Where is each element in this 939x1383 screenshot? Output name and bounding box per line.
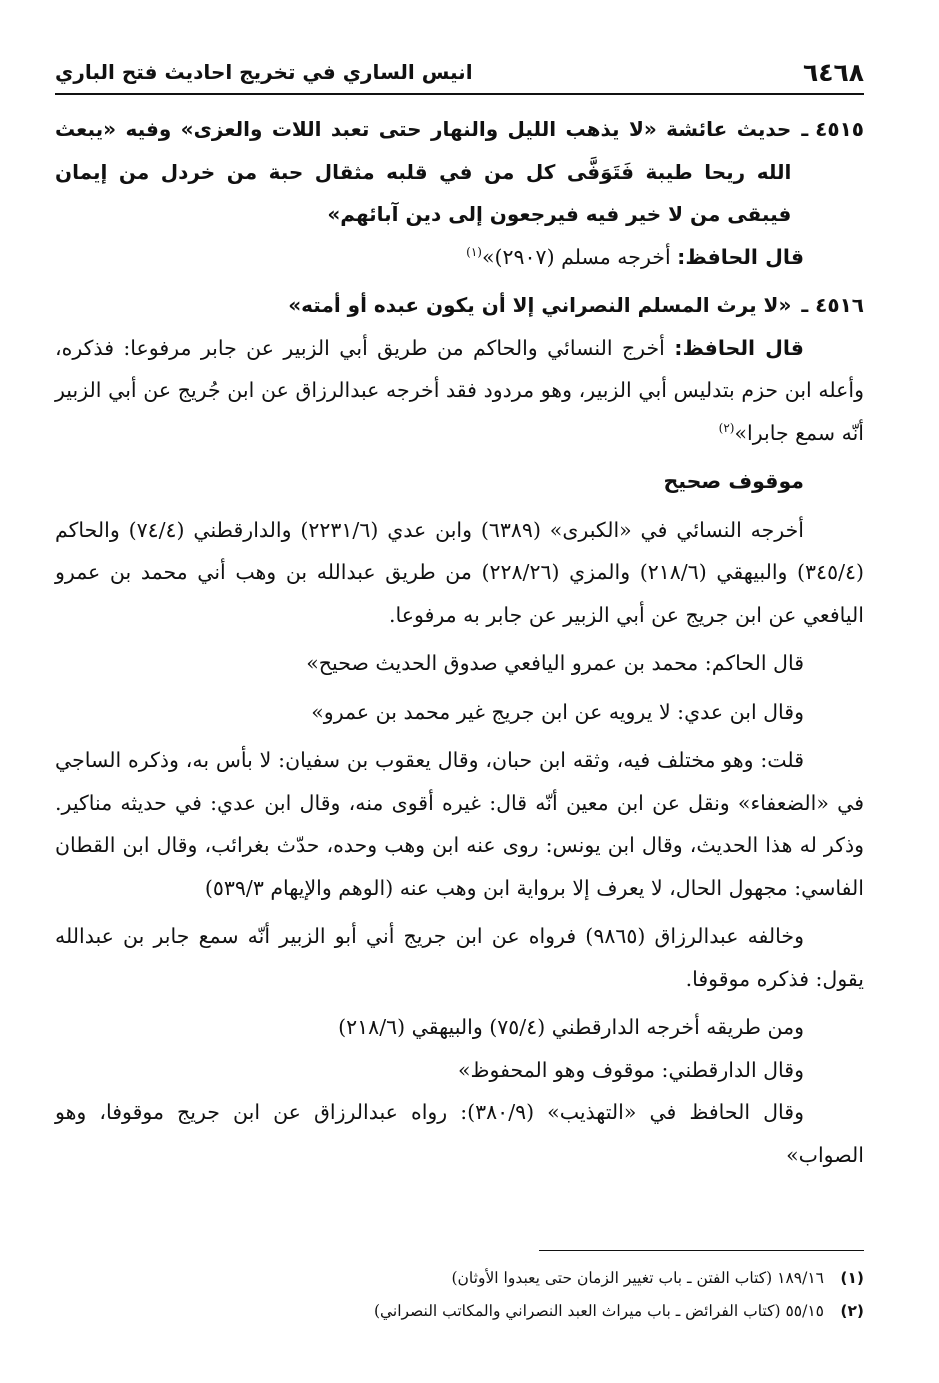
footnote-text: ٥٥/١٥ (كتاب الفرائض ـ باب ميراث العبد النصراني والمكاتب النصراني) [373,1302,824,1320]
hafiz-text: أخرجه مسلم (٢٩٠٧)» [481,244,671,269]
footnote-2 [55,1295,864,1328]
hadith-entry-4515 [55,108,864,236]
abdulrazzaq-paragraph: وخالفه عبدالرزاق (٩٨٦٥) فرواه عن ابن جريج أني أبو الزبير أنّه سمع جابر بن عبدالله يقول: فذكره موقوفا. [55,924,864,991]
grading-heading: موقوف صحيح [663,469,804,493]
hadith-text: «لا يرث المسلم النصراني إلا أن يكون عبده أو أمته» [288,293,792,317]
header-rule [55,93,864,95]
footnote-text: ١٨٩/١٦ (كتاب الفتن ـ باب تغيير الزمان حتى يعبدوا الأوثان) [451,1269,824,1287]
hadith-text: حديث عائشة «لا يذهب الليل والنهار حتى تعبد اللات والعزى» وفيه «يبعث الله ريحا طيبة فَتَوَفَّى كل من في قلبه مثقال حبة من خردل من إيمان فيبقى من لا خير فيه فيرجعون إلى دين آبائهم» [55,117,792,226]
ibn-adi-quote: وقال ابن عدي: لا يرويه عن ابن جريج غير محمد بن عمرو» [311,699,804,724]
page-header [55,52,864,92]
hadith-number: ٤٥١٦ ـ [801,293,864,317]
takhrij-paragraph: أخرجه النسائي في «الكبرى» (٦٣٨٩) وابن عدي (٢٢٣١/٦) والدارقطني (٧٤/٤) والحاكم (٣٤٥/٤) والبيهقي (٢١٨/٦) والمزي (٢٢٨/٢٦) من طريق عبدالله بن وهب أني محمد بن عمرو اليافعي عن ابن جريج عن أبي الزبير عن جابر به مرفوعا. [55,517,864,627]
daraqutni-quote: وقال الدارقطني: موقوف وهو المحفوظ» [458,1057,804,1082]
running-title: انيس الساري في تخريج احاديث فتح الباري [55,60,473,84]
hakim-quote: قال الحاكم: محمد بن عمرو اليافعي صدوق الحديث صحيح» [306,651,804,675]
daraqutni-source: ومن طريقه أخرجه الدارقطني (٧٥/٤) والبيهقي (٢١٨/٦) [338,1015,804,1039]
hafiz-verdict-4516 [55,327,864,455]
footnote-ref-1: (١) [466,244,482,259]
main-text [55,108,864,1176]
footnotes [55,1262,864,1328]
page-number: ٦٤٦٨ [802,57,864,87]
hafiz-verdict-4515 [55,236,864,279]
commentary-paragraph: قلت: وهو مختلف فيه، وثقه ابن حبان، وقال يعقوب بن سفيان: لا بأس به، وذكره الساجي في «الضعفاء» ونقل عن ابن معين أنّه قال: غيره أقوى منه، وقال ابن عدي: في حديثه مناكير. وذكر له هذا الحديث، وقال ابن يونس: روى عنه ابن وهب وحده، حدّث بغرائب، وقال ابن القطان الفاسي: مجهول الحال، لا يعرف إلا برواية ابن وهب عنه (الوهم والإيهام ٥٣٩/٣) [55,748,864,900]
hafiz-text: أخرج النسائي والحاكم من طريق أبي الزبير عن جابر مرفوعا: فذكره، وأعله ابن حزم بتدليس أبي الزبير، وهو مردود فقد أخرجه عبدالرزاق عن ابن جُريج عن أبي الزبير أنّه سمع جابرا» [55,335,864,445]
tahdhib-quote: وقال الحافظ في «التهذيب» (٣٨٠/٩): رواه عبدالرزاق عن ابن جريج موقوفا، وهو الصواب» [55,1100,864,1167]
footnote-rule [539,1250,864,1251]
footnote-marker: (٢) [840,1302,864,1320]
footnote-marker: (١) [840,1269,864,1287]
footnote-1 [55,1262,864,1295]
hadith-number: ٤٥١٥ ـ [801,117,864,141]
hadith-entry-4516 [55,284,864,327]
hafiz-label: قال الحافظ: [677,244,804,269]
footnote-ref-2: (٢) [718,420,735,435]
hafiz-label: قال الحافظ: [674,335,804,360]
